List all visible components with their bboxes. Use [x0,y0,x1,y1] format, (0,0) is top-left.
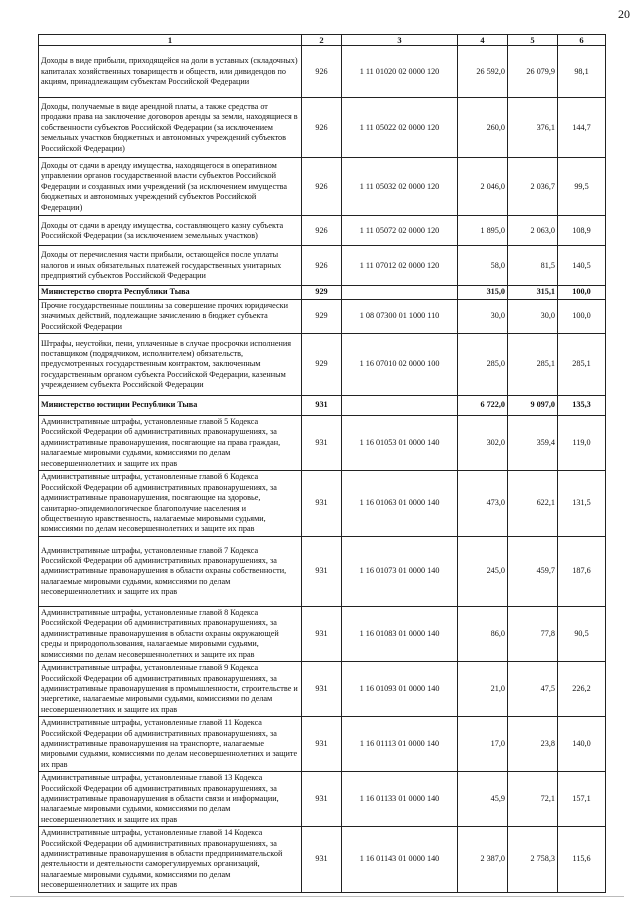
row-budget-code: 1 16 01113 01 0000 140 [342,717,458,772]
row-name: Административные штрафы, установленные главой 13 Кодекса Российской Федерации об административных правонарушениях, за административные правонарушения в области связи и информации, налагаемые мировыми судьями, комиссиями по делам несовершеннолетних и защите их прав [39,772,302,827]
row-plan-value: 86,0 [458,607,508,662]
row-budget-code: 1 16 01133 01 0000 140 [342,772,458,827]
row-fact-value: 30,0 [508,299,558,333]
row-admin-code: 926 [302,216,342,246]
row-fact-value: 459,7 [508,537,558,607]
table-body [39,46,606,892]
row-name: Прочие государственные пошлины за совершение прочих юридически значимых действий, подлежащие зачислению в бюджет субъекта Российской Федерации [39,299,302,333]
row-admin-code: 931 [302,471,342,537]
row-admin-code: 929 [302,334,342,396]
row-budget-code: 1 16 01083 01 0000 140 [342,607,458,662]
row-fact-value: 26 079,9 [508,46,558,98]
column-header-5: 5 [508,35,558,46]
row-percent: 144,7 [558,98,606,158]
row-name: Административные штрафы, установленные главой 8 Кодекса Российской Федерации об административных правонарушениях, за административные правонарушения в области охраны окружающей среды и природопользования, налагаемые мировыми судьями, комиссиями по делам несовершеннолетних и защите их прав [39,607,302,662]
column-header-6: 6 [558,35,606,46]
row-percent: 140,5 [558,246,606,286]
row-name: Министерство спорта Республики Тыва [39,286,302,299]
row-admin-code: 931 [302,772,342,827]
revenue-table [38,34,606,893]
row-budget-code: 1 08 07300 01 1000 110 [342,299,458,333]
row-fact-value: 81,5 [508,246,558,286]
row-percent: 99,5 [558,158,606,216]
row-budget-code: 1 11 01020 02 0000 120 [342,46,458,98]
table-row [39,216,606,246]
row-percent: 100,0 [558,286,606,299]
row-name: Министерство юстиции Республики Тыва [39,396,302,416]
row-fact-value: 315,1 [508,286,558,299]
row-percent: 115,6 [558,827,606,892]
row-plan-value: 6 722,0 [458,396,508,416]
row-plan-value: 21,0 [458,662,508,717]
row-plan-value: 30,0 [458,299,508,333]
row-admin-code: 929 [302,299,342,333]
row-admin-code: 931 [302,662,342,717]
table-row [39,98,606,158]
row-percent: 131,5 [558,471,606,537]
row-plan-value: 1 895,0 [458,216,508,246]
table-row [39,286,606,299]
row-name: Административные штрафы, установленные главой 5 Кодекса Российской Федерации об административных правонарушениях, за административные правонарушения, посягающие на права граждан, налагаемые мировыми судьями, комиссиями по делам несовершеннолетних и защите их прав [39,416,302,471]
column-header-4: 4 [458,35,508,46]
row-admin-code: 931 [302,717,342,772]
row-fact-value: 72,1 [508,772,558,827]
row-percent: 157,1 [558,772,606,827]
row-plan-value: 45,9 [458,772,508,827]
row-percent: 98,1 [558,46,606,98]
row-budget-code: 1 16 01143 01 0000 140 [342,827,458,892]
row-admin-code: 926 [302,46,342,98]
row-plan-value: 17,0 [458,717,508,772]
row-name: Доходы от перечисления части прибыли, остающейся после уплаты налогов и иных обязательных платежей государственных унитарных предприятий субъектов Российской Федерации [39,246,302,286]
row-budget-code [342,286,458,299]
table-row [39,537,606,607]
row-percent: 119,0 [558,416,606,471]
row-budget-code: 1 11 05022 02 0000 120 [342,98,458,158]
row-plan-value: 285,0 [458,334,508,396]
row-fact-value: 2 036,7 [508,158,558,216]
row-fact-value: 285,1 [508,334,558,396]
table-row [39,158,606,216]
row-admin-code: 931 [302,396,342,416]
row-fact-value: 47,5 [508,662,558,717]
row-percent: 90,5 [558,607,606,662]
row-name: Административные штрафы, установленные главой 9 Кодекса Российской Федерации об административных правонарушениях, за административные правонарушения в промышленности, строительстве и энергетике, налагаемые мировыми судьями, комиссиями по делам несовершеннолетних и защите их прав [39,662,302,717]
row-fact-value: 376,1 [508,98,558,158]
row-plan-value: 2 387,0 [458,827,508,892]
row-plan-value: 260,0 [458,98,508,158]
row-budget-code: 1 16 01063 01 0000 140 [342,471,458,537]
row-name: Административные штрафы, установленные главой 11 Кодекса Российской Федерации об административных правонарушениях, за административные правонарушения на транспорте, налагаемые мировыми судьями, комиссиями по делам несовершеннолетних и защите их прав [39,717,302,772]
table-row [39,827,606,892]
table-row [39,416,606,471]
row-fact-value: 2 758,3 [508,827,558,892]
row-percent: 100,0 [558,299,606,333]
column-header-1: 1 [39,35,302,46]
row-name: Доходы в виде прибыли, приходящейся на доли в уставных (складочных) капиталах хозяйственных товариществ и обществ, или дивидендов по акциям, принадлежащим субъектам Российской Федерации [39,46,302,98]
row-fact-value: 359,4 [508,416,558,471]
row-budget-code: 1 11 07012 02 0000 120 [342,246,458,286]
row-budget-code: 1 16 07010 02 0000 100 [342,334,458,396]
row-name: Доходы, получаемые в виде арендной платы, а также средства от продажи права на заключение договоров аренды за земли, находящиеся в собственности субъектов Российской Федерации (за исключением земельных участков бюджетных и автономных учреждений субъектов Российской Федерации) [39,98,302,158]
row-name: Доходы от сдачи в аренду имущества, составляющего казну субъекта Российской Федерации (за исключением земельных участков) [39,216,302,246]
column-header-2: 2 [302,35,342,46]
row-name: Административные штрафы, установленные главой 7 Кодекса Российской Федерации об административных правонарушениях, за административные правонарушения в области охраны собственности, налагаемые мировыми судьями, комиссиями по делам несовершеннолетних и защите их прав [39,537,302,607]
row-plan-value: 302,0 [458,416,508,471]
row-percent: 140,0 [558,717,606,772]
table-row [39,717,606,772]
row-name: Административные штрафы, установленные главой 14 Кодекса Российской Федерации об административных правонарушениях, за административные правонарушения в области предпринимательской деятельности и деятельности саморегулируемых организаций, налагаемые мировыми судьями, комиссиями по делам несовершеннолетних и защите их прав [39,827,302,892]
row-fact-value: 23,8 [508,717,558,772]
table-row [39,334,606,396]
row-fact-value: 2 063,0 [508,216,558,246]
table-row [39,662,606,717]
row-budget-code: 1 16 01073 01 0000 140 [342,537,458,607]
row-budget-code: 1 11 05032 02 0000 120 [342,158,458,216]
row-percent: 108,9 [558,216,606,246]
row-fact-value: 77,8 [508,607,558,662]
table-row [39,772,606,827]
table-row [39,246,606,286]
row-admin-code: 931 [302,827,342,892]
page-number: 20 [618,7,630,21]
row-budget-code: 1 16 01093 01 0000 140 [342,662,458,717]
row-budget-code [342,396,458,416]
row-admin-code: 926 [302,246,342,286]
row-percent: 187,6 [558,537,606,607]
row-admin-code: 931 [302,537,342,607]
column-header-3: 3 [342,35,458,46]
row-plan-value: 26 592,0 [458,46,508,98]
table-row [39,607,606,662]
page-bottom-rule [10,896,624,897]
table-row [39,396,606,416]
row-plan-value: 315,0 [458,286,508,299]
row-admin-code: 926 [302,158,342,216]
table-header-row [39,35,606,46]
row-plan-value: 473,0 [458,471,508,537]
row-budget-code: 1 11 05072 02 0000 120 [342,216,458,246]
row-admin-code: 931 [302,416,342,471]
table-row [39,471,606,537]
row-budget-code: 1 16 01053 01 0000 140 [342,416,458,471]
row-percent: 226,2 [558,662,606,717]
row-admin-code: 931 [302,607,342,662]
row-admin-code: 929 [302,286,342,299]
row-plan-value: 2 046,0 [458,158,508,216]
row-name: Административные штрафы, установленные главой 6 Кодекса Российской Федерации об административных правонарушениях, за административные правонарушения, посягающие на здоровье, санитарно-эпидемиологическое благополучие населения и общественную нравственность, налагаемые мировыми судьями, комиссиями по делам несовершеннолетних и защите их прав [39,471,302,537]
row-name: Штрафы, неустойки, пени, уплаченные в случае просрочки исполнения поставщиком (подрядчиком, исполнителем) обязательств, предусмотренных государственным контрактом, заключенным государственным органом субъекта Российской Федерации, казенным учреждением субъекта Российской Федерации [39,334,302,396]
table-row [39,299,606,333]
row-fact-value: 622,1 [508,471,558,537]
row-percent: 285,1 [558,334,606,396]
table-row [39,46,606,98]
row-name: Доходы от сдачи в аренду имущества, находящегося в оперативном управлении органов государственной власти субъектов Российской Федерации и созданных ими учреждений (за исключением имущества бюджетных и автономных учреждений субъектов Российской Федерации) [39,158,302,216]
row-plan-value: 245,0 [458,537,508,607]
row-plan-value: 58,0 [458,246,508,286]
row-admin-code: 926 [302,98,342,158]
row-percent: 135,3 [558,396,606,416]
row-fact-value: 9 097,0 [508,396,558,416]
